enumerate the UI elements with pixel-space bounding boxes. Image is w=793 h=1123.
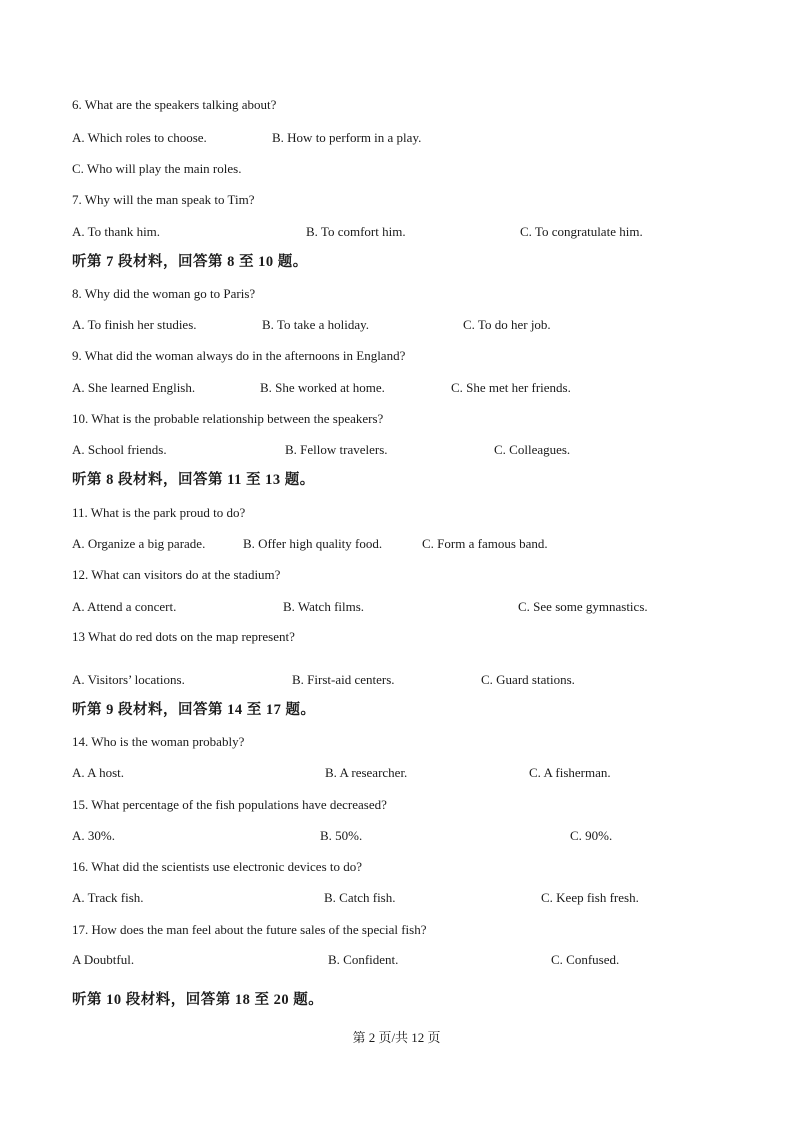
q14-option-b: B. A researcher. bbox=[325, 765, 408, 780]
question-7: 7. Why will the man speak to Tim? bbox=[72, 192, 255, 207]
q11-option-b: B. Offer high quality food. bbox=[243, 536, 383, 551]
section-heading-8: 听第 8 段材料，回答第 11 至 13 题。 bbox=[72, 472, 315, 488]
question-11: 11. What is the park proud to do? bbox=[72, 505, 246, 520]
question-17: 17. How does the man feel about the future sales of the special fish? bbox=[72, 922, 427, 937]
q7-option-c: C. To congratulate him. bbox=[520, 224, 643, 239]
q11-option-a: A. Organize a big parade. bbox=[72, 536, 206, 551]
question-10: 10. What is the probable relationship between the speakers? bbox=[72, 411, 384, 426]
q10-option-c: C. Colleagues. bbox=[494, 442, 571, 457]
q12-option-c: C. See some gymnastics. bbox=[518, 599, 648, 614]
q16-option-c: C. Keep fish fresh. bbox=[541, 890, 639, 905]
question-15: 15. What percentage of the fish populations have decreased? bbox=[72, 797, 387, 812]
q9-option-a: A. She learned English. bbox=[72, 380, 196, 395]
q8-option-c: C. To do her job. bbox=[463, 317, 551, 332]
question-13: 13 What do red dots on the map represent? bbox=[72, 629, 295, 644]
section-heading-9: 听第 9 段材料，回答第 14 至 17 题。 bbox=[72, 702, 316, 718]
q13-option-b: B. First-aid centers. bbox=[292, 672, 395, 687]
q17-option-b: B. Confident. bbox=[328, 952, 399, 967]
q16-option-a: A. Track fish. bbox=[72, 890, 144, 905]
q7-option-a: A. To thank him. bbox=[72, 224, 161, 239]
q8-option-b: B. To take a holiday. bbox=[262, 317, 370, 332]
q13-option-a: A. Visitors’ locations. bbox=[72, 672, 185, 687]
q9-option-b: B. She worked at home. bbox=[260, 380, 385, 395]
section-heading-7: 听第 7 段材料，回答第 8 至 10 题。 bbox=[72, 254, 308, 270]
q10-option-b: B. Fellow travelers. bbox=[285, 442, 388, 457]
question-16: 16. What did the scientists use electronic devices to do? bbox=[72, 859, 363, 874]
q6-option-b: B. How to perform in a play. bbox=[272, 130, 422, 145]
q15-option-a: A. 30%. bbox=[72, 828, 115, 843]
q12-option-b: B. Watch films. bbox=[283, 599, 365, 614]
q17-option-a: A Doubtful. bbox=[72, 952, 135, 967]
q12-option-a: A. Attend a concert. bbox=[72, 599, 177, 614]
q14-option-a: A. A host. bbox=[72, 765, 125, 780]
q7-option-b: B. To comfort him. bbox=[306, 224, 406, 239]
question-14: 14. Who is the woman probably? bbox=[72, 734, 245, 749]
q6-option-c: C. Who will play the main roles. bbox=[72, 161, 242, 176]
question-12: 12. What can visitors do at the stadium? bbox=[72, 567, 281, 582]
q11-option-c: C. Form a famous band. bbox=[422, 536, 548, 551]
question-9: 9. What did the woman always do in the afternoons in England? bbox=[72, 348, 406, 363]
q15-option-c: C. 90%. bbox=[570, 828, 613, 843]
q6-option-a: A. Which roles to choose. bbox=[72, 130, 207, 145]
q14-option-c: C. A fisherman. bbox=[529, 765, 611, 780]
question-8: 8. Why did the woman go to Paris? bbox=[72, 286, 256, 301]
q13-option-c: C. Guard stations. bbox=[481, 672, 575, 687]
q10-option-a: A. School friends. bbox=[72, 442, 167, 457]
question-6: 6. What are the speakers talking about? bbox=[72, 97, 277, 112]
page-number-footer: 第 2 页/共 12 页 bbox=[352, 1030, 441, 1045]
q17-option-c: C. Confused. bbox=[551, 952, 620, 967]
q8-option-a: A. To finish her studies. bbox=[72, 317, 197, 332]
q15-option-b: B. 50%. bbox=[320, 828, 363, 843]
q16-option-b: B. Catch fish. bbox=[324, 890, 396, 905]
q9-option-c: C. She met her friends. bbox=[451, 380, 571, 395]
section-heading-10: 听第 10 段材料，回答第 18 至 20 题。 bbox=[72, 992, 324, 1008]
